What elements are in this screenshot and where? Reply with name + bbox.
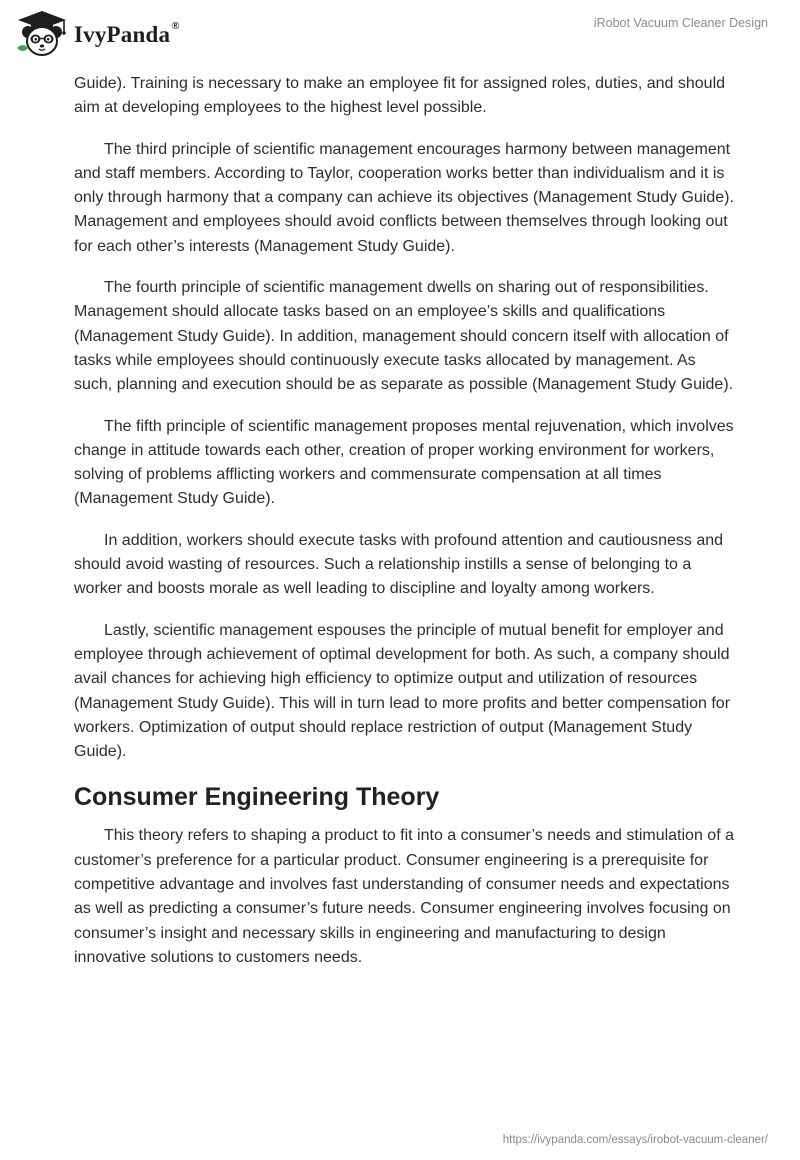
brand-name: IvyPanda® [74,20,180,47]
paragraph: The fourth principle of scientific management dwells on sharing out of responsibilities. Management should allocate tasks based on an employee’s skills and qualifications (Management Study Guide). In addition, management should concern itself with allocation of tasks while employees should continuously execute tasks allocated by management. As such, planning and execution should be as separate as possible (Management Study Guide). [74,279,734,394]
section-heading: Consumer Engineering Theory [74,783,440,812]
paragraph: Lastly, scientific management espouses the principle of mutual benefit for employer and employee through achievement of optimal development for both. As such, a company should avail chances for achieving high efficiency to optimize output and utilization of resources (Management Study Guide). This will in turn lead to more profits and better compensation for workers. Optimization of output should replace restriction of output (Management Study Guide). [74,621,731,761]
brand-logo[interactable] [14,8,180,60]
page-header [0,0,800,70]
brand-registered-mark: ® [171,20,180,32]
paragraph: The third principle of scientific management encourages harmony between management and staff members. According to Taylor, cooperation works better than individualism and it is only through harmony that a company can achieve its objectives (Management Study Guide). Management and employees should avoid conflicts between themselves through looking out for each other’s interests (Management Study Guide). [74,140,734,255]
document-title: iRobot Vacuum Cleaner Design [593,16,768,30]
paragraph: In addition, workers should execute tasks with profound attention and cautiousness and should avoid wasting of resources. Such a relationship instills a sense of belonging to a worker and boosts morale as well leading to discipline and loyalty among workers. [74,531,724,598]
paragraph: Guide). Training is necessary to make an employee fit for assigned roles, duties, and should aim at developing employees to the highest level possible. [74,75,726,117]
essay-body [74,72,734,987]
paragraph: The fifth principle of scientific management proposes mental rejuvenation, which involves change in attitude towards each other, creation of proper working environment for workers, solving of problems afflicting workers and commensurate compensation at all times (Management Study Guide). [74,417,734,508]
panda-graduate-icon [14,8,70,60]
paragraph: This theory refers to shaping a product to fit into a consumer’s needs and stimulation of a customer’s preference for a particular product. Consumer engineering is a prerequisite for competitive advantage and involves fast understanding of consumer needs and expectations as well as predicting a consumer’s future needs. Consumer engineering involves focusing on consumer’s insight and necessary skills in engineering and manufacturing to design innovative solutions to customers needs. [74,827,734,966]
source-url[interactable]: https://ivypanda.com/essays/irobot-vacuum-cleaner/ [502,1134,768,1146]
